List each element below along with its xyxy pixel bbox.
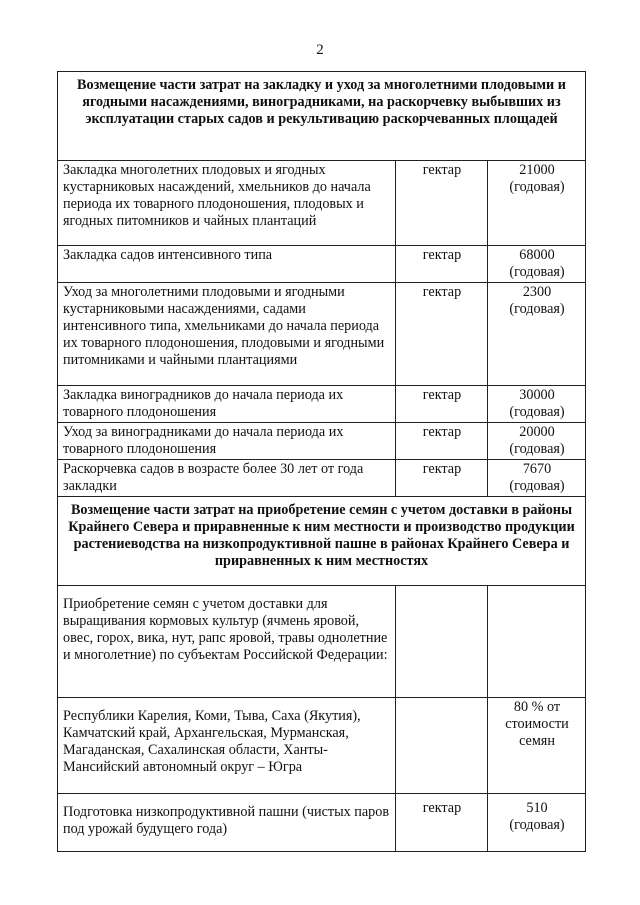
row-description: Республики Карелия, Коми, Тыва, Саха (Якутия), Камчатский край, Архангельская, Мурманская, Магаданская, Сахалинская области, Ханты-Мансийский автономный округ – Югра	[58, 698, 396, 794]
table-row	[58, 161, 586, 246]
row-unit: гектар	[396, 283, 488, 386]
table-row	[58, 386, 586, 423]
table-row	[58, 423, 586, 460]
row-description: Закладка садов интенсивного типа	[58, 246, 396, 283]
section-title: Возмещение части затрат на приобретение семян с учетом доставки в районы Крайнего Севера и приравненные к ним местности и производство продукции растениеводства на низкопродуктивной пашне в районах Крайнего Севера и приравненных к ним местностях	[58, 497, 586, 586]
table-row	[58, 794, 586, 852]
table-row	[58, 460, 586, 497]
row-rate	[488, 161, 586, 246]
subsidy-rates-table	[57, 71, 586, 852]
rate-value: 30000	[519, 387, 555, 403]
row-rate	[488, 246, 586, 283]
rate-note: (годовая)	[509, 179, 565, 195]
rate-value: 80 % от стоимости семян	[505, 699, 569, 749]
table-row	[58, 283, 586, 386]
row-unit: гектар	[396, 423, 488, 460]
rate-value: 510	[526, 800, 548, 816]
row-unit	[396, 586, 488, 698]
table-row	[58, 246, 586, 283]
rate-value: 20000	[519, 424, 555, 440]
page-number: 2	[316, 42, 324, 58]
rate-value: 2300	[522, 284, 552, 300]
row-rate	[488, 423, 586, 460]
row-rate	[488, 283, 586, 386]
row-description: Раскорчевка садов в возрасте более 30 лет от года закладки	[58, 460, 396, 497]
table-row	[58, 698, 586, 794]
row-description: Закладка виноградников до начала периода их товарного плодоношения	[58, 386, 396, 423]
row-description: Закладка многолетних плодовых и ягодных кустарниковых насаждений, хмельников до начала периода их товарного плодоношения, плодовых и ягодных питомников и чайных плантаций	[58, 161, 396, 246]
rate-note: (годовая)	[509, 301, 565, 317]
section-header-row	[58, 497, 586, 586]
row-unit: гектар	[396, 386, 488, 423]
rate-value: 21000	[519, 162, 555, 178]
table-row	[58, 586, 586, 698]
rate-note: (годовая)	[509, 441, 565, 457]
row-rate	[488, 698, 586, 794]
row-description: Уход за виноградниками до начала периода их товарного плодоношения	[58, 423, 396, 460]
row-unit: гектар	[396, 460, 488, 497]
row-unit: гектар	[396, 246, 488, 283]
row-rate	[488, 460, 586, 497]
row-description: Уход за многолетними плодовыми и ягодными кустарниковыми насаждениями, садами интенсивного типа, хмельниками до начала периода их товарного плодоношения, плодовыми и ягодными питомниками и чайными плантациями	[58, 283, 396, 386]
rate-note: (годовая)	[509, 478, 565, 494]
row-rate	[488, 386, 586, 423]
rate-note: (годовая)	[509, 817, 565, 833]
section-header-row	[58, 72, 586, 161]
rate-note: (годовая)	[509, 404, 565, 420]
row-rate	[488, 794, 586, 852]
row-unit	[396, 698, 488, 794]
rate-note: (годовая)	[509, 264, 565, 280]
section-title: Возмещение части затрат на закладку и уход за многолетними плодовыми и ягодными насаждениями, виноградниками, на раскорчевку выбывших из эксплуатации старых садов и рекультивацию раскорчеванных площадей	[58, 72, 586, 161]
rate-value: 7670	[522, 461, 552, 477]
row-description: Подготовка низкопродуктивной пашни (чистых паров под урожай будущего года)	[58, 794, 396, 852]
row-unit: гектар	[396, 794, 488, 852]
row-description: Приобретение семян с учетом доставки для выращивания кормовых культур (ячмень яровой, овес, горох, вика, нут, рапс яровой, травы однолетние и многолетние) по субъектам Российской Федерации:	[58, 586, 396, 698]
rate-value: 68000	[519, 247, 555, 263]
row-rate	[488, 586, 586, 698]
row-unit: гектар	[396, 161, 488, 246]
